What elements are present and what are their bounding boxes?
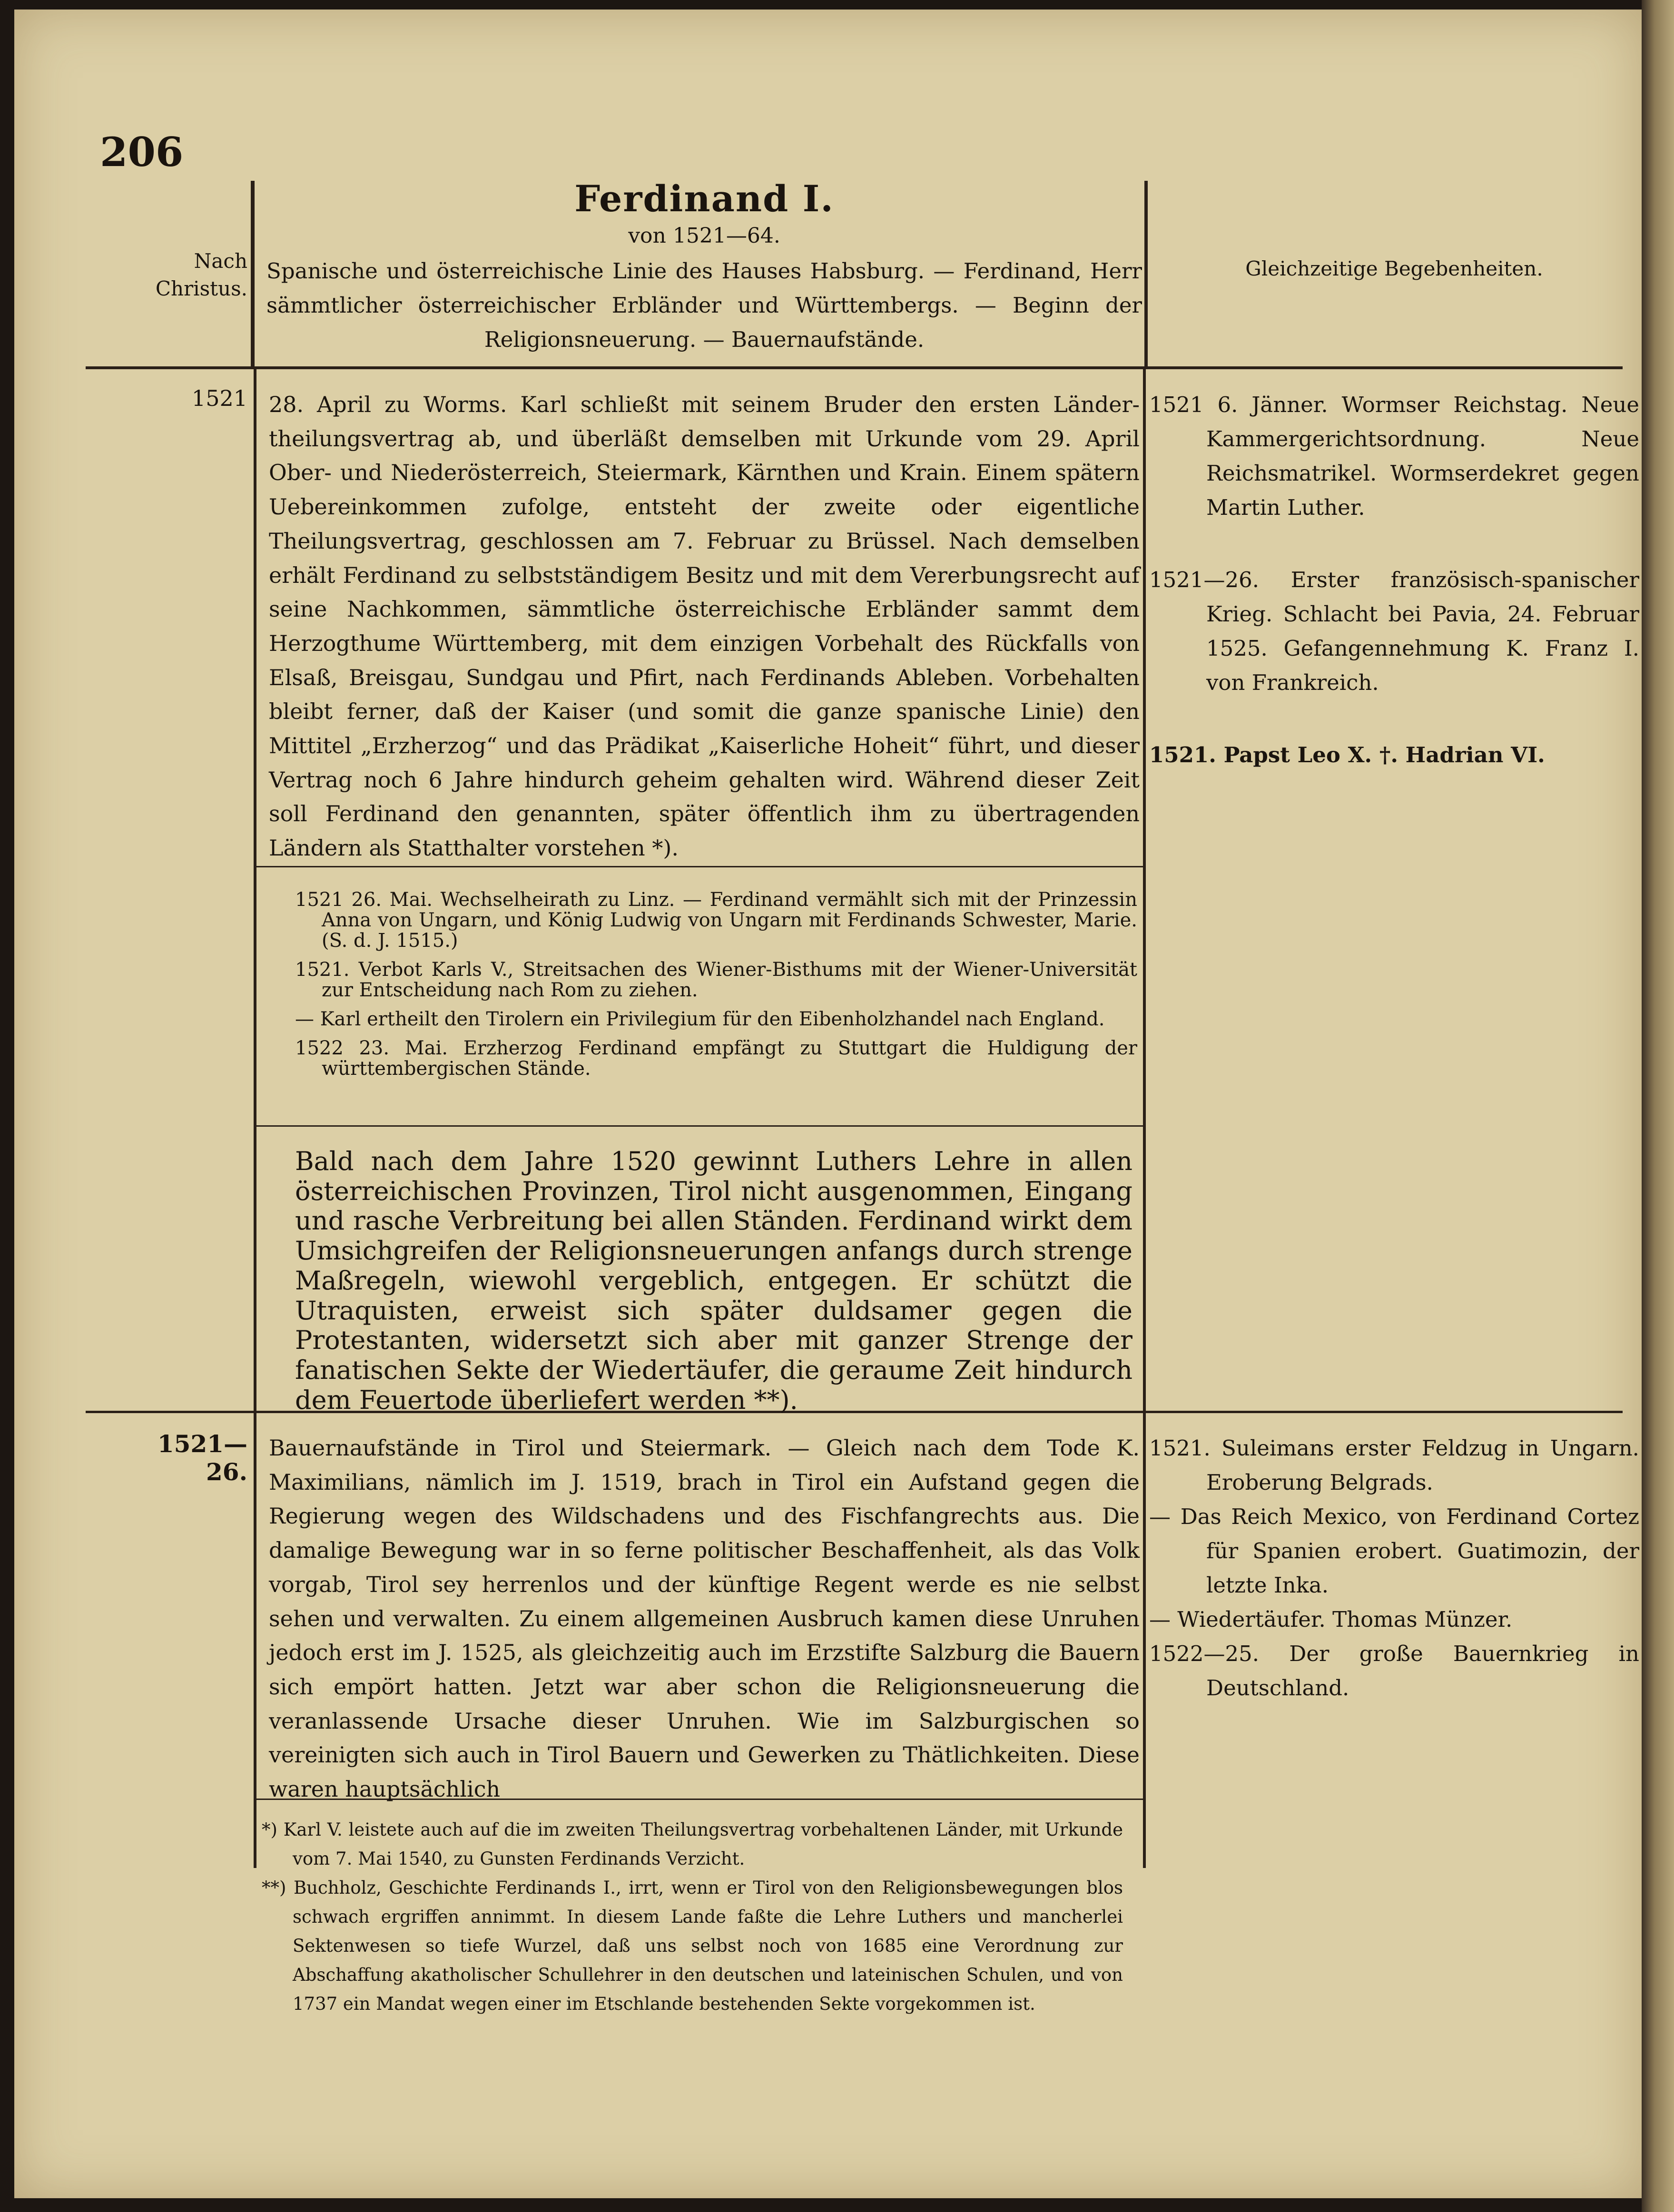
event-entry: 1521. Papst Leo X. †. Hadrian VI.: [1149, 742, 1545, 767]
header-block: [266, 176, 1142, 357]
section1-year: 1521: [191, 385, 247, 411]
section1-text: 28. April zu Worms. Karl schließt mit seinem Bruder den ersten Länder-theilungsvertrag ab, und überläßt demselben mit Urkunde vom 29. April Ober- und Niederösterreich, Steiermark, Kärnthen und Krain. Einem spätern Uebereinkommen zufolge, entsteht der zweite oder eigentliche Theilungsvertrag, geschlossen am 7. Februar zu Brüssel. Nach demselben erhält Ferdinand zu selbstständigem Besitz und mit dem Vererbungsrecht auf seine Nachkommen, sämmtliche österreichische Erbländer sammt dem Herzogthume Württemberg, mit dem einzigen Vorbehalt des Rückfalls von Elsaß, Breisgau, Sundgau und Pfirt, nach Ferdinands Ableben. Vorbehalten bleibt ferner, daß der Kaiser (und somit die ganze spanische Linie) den Mittitel „Erzherzog“ und das Prädikat „Kaiserliche Hoheit“ führt, und dieser Vertrag noch 6 Jahre hindurch geheim gehalten wird. Während dieser Zeit soll Ferdinand den genannten, später öffentlich ihm zu übertragenden Ländern als Statthalter vorstehen *).: [269, 392, 1140, 861]
note-item: 1521 26. Mai. Wechselheirath zu Linz. — Ferdinand vermählt sich mit der Prinzessin Anna von Ungarn, und König Ludwig von Ungarn mit Ferdinands Schwester, Marie. (S. d. J. 1515.): [295, 889, 1137, 952]
event-entry: 1522—25. Der große Bauernkrieg in Deutschland.: [1149, 1641, 1639, 1701]
page-number: 206: [100, 128, 184, 176]
section2-year: 1521—26.: [157, 1430, 247, 1486]
note-item: — Karl ertheilt den Tirolern ein Privilegium für den Eibenholzhandel nach England.: [295, 1008, 1105, 1030]
reign-years: von 1521—64.: [628, 224, 780, 248]
header-top-right-rule: [1144, 181, 1148, 366]
header-description: Spanische und österreichische Linie des Hauses Habsburg. — Ferdinand, Herr sämmtlicher österreichischer Erbländer und Württembergs. — Beginn der Religionsneuerung. — Bauernaufstände.: [266, 258, 1142, 352]
section1-notes: [295, 890, 1137, 1088]
header-era-label: Nach Christus.: [155, 249, 247, 300]
book-page: [14, 10, 1642, 2198]
column-rule-right: [1143, 369, 1146, 1868]
header-contemporary-events: Gleichzeitige Begebenheiten.: [1245, 257, 1543, 280]
book-gutter: [1642, 0, 1674, 2212]
footnote-1: *) Karl V. leistete auch auf die im zweiten Theilungsvertrag vorbehaltenen Länder, mit Urkunde vom 7. Mai 1540, zu Gunsten Ferdinands Verzicht.: [262, 1819, 1123, 1869]
section-rule-2: [256, 1125, 1143, 1127]
footnotes: [262, 1815, 1123, 2018]
contemporary-events-group-2: [1149, 1431, 1639, 1705]
column-rule-left: [254, 369, 256, 1868]
contemporary-events-group-1: [1149, 388, 1639, 772]
note-item: 1522 23. Mai. Erzherzog Ferdinand empfängt zu Stuttgart die Huldigung der württembergischen Stände.: [295, 1037, 1137, 1080]
page-title: Ferdinand I.: [574, 177, 834, 220]
event-entry: 1521. Suleimans erster Feldzug in Ungarn. Eroberung Belgrads.: [1149, 1435, 1639, 1495]
header-top-left-rule: [251, 181, 255, 366]
footnote-2: **) Buchholz, Geschichte Ferdinands I., irrt, wenn er Tirol von den Religionsbewegungen blos schwach ergriffen annimmt. In diesem Lande faßte die Lehre Luthers und mancherlei Sektenwesen so tiefe Wurzel, daß uns selbst noch von 1685 eine Verordnung zur Abschaffung akatholischer Schullehrer in den deutschen und lateinischen Schulen, und von 1737 ein Mandat wegen einer im Etschlande bestehenden Sekte vorgekommen ist.: [262, 1878, 1123, 2014]
header-bottom-rule: [86, 366, 1623, 369]
section1-quote: Bald nach dem Jahre 1520 gewinnt Luthers Lehre in allen österreichischen Provinzen, Tirol nicht ausgenommen, Eingang und rasche Verbreitung bei allen Ständen. Ferdinand wirkt dem Umsichgreifen der Religionsneuerungen anfangs durch strenge Maßregeln, wiewohl vergeblich, entgegen. Er schützt die Utraquisten, erweist sich später duldsamer gegen die Protestanten, widersetzt sich aber mit ganzer Strenge der fanatischen Sekte der Wiedertäufer, die geraume Zeit hindurch dem Feuertode überliefert werden **).: [295, 1146, 1132, 1415]
event-entry: 1521—26. Erster französisch-spanischer Krieg. Schlacht bei Pavia, 24. Februar 1525. Gefangennehmung K. Franz I. von Frankreich.: [1149, 567, 1639, 695]
section2-text: Bauernaufstände in Tirol und Steiermark. — Gleich nach dem Tode K. Maximilians, nämlich im J. 1519, brach in Tirol ein Aufstand gegen die Regierung wegen des Wildschadens und des Fischfangrechts aus. Die damalige Bewegung war in so ferne politischer Beschaffenheit, als das Volk vorgab, Tirol sey herrenlos und der künftige Regent werde es nie selbst sehen und verwalten. Zu einem allgemeinen Ausbruch kamen diese Unruhen jedoch erst im J. 1525, als gleichzeitig auch im Erzstifte Salzburg die Bauern sich empört hatten. Jetzt war aber schon die Religionsneuerung die veranlassende Ursache dieser Unruhen. Wie im Salzburgischen so vereinigten sich auch in Tirol Bauern und Gewerken zu Thätlichkeiten. Diese waren hauptsächlich: [269, 1435, 1140, 1802]
event-entry: — Wiedertäufer. Thomas Münzer.: [1149, 1607, 1513, 1632]
event-entry: 1521 6. Jänner. Wormser Reichstag. Neue Kammergerichtsordnung. Neue Reichsmatrikel. Wormserdekret gegen Martin Luther.: [1149, 392, 1639, 520]
note-item: 1521. Verbot Karls V., Streitsachen des Wiener-Bisthums mit der Wiener-Universität zur Entscheidung nach Rom zu ziehen.: [295, 959, 1137, 1001]
section-rule-1: [256, 866, 1143, 867]
event-entry: — Das Reich Mexico, von Ferdinand Cortez für Spanien erobert. Guatimozin, der letzte Inka.: [1149, 1504, 1639, 1598]
